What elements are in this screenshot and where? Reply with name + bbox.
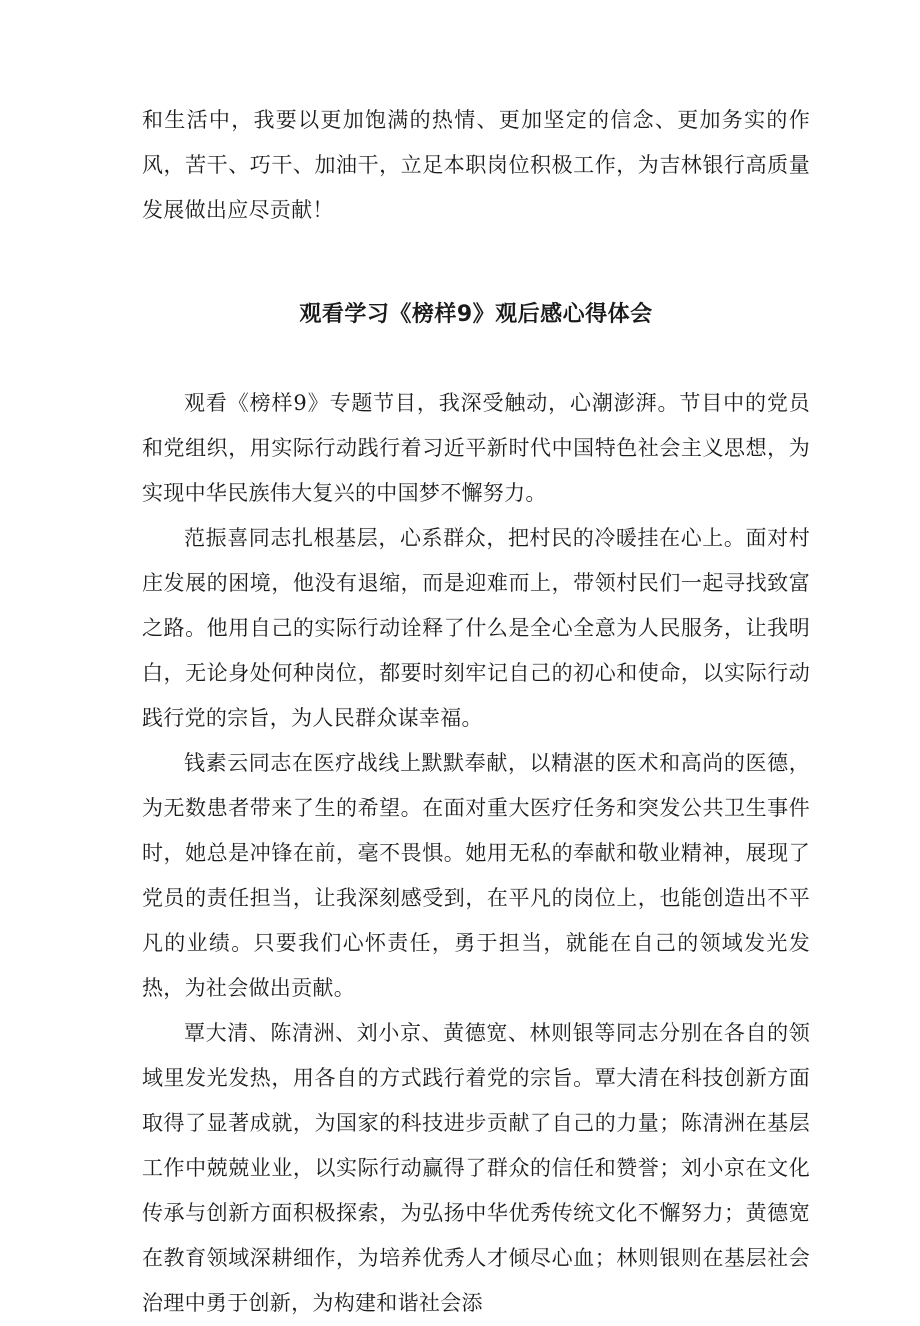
continued-paragraph: 和生活中，我要以更加饱满的热情、更加坚定的信念、更加务实的作风，苦干、巧干、加油干，立足本职岗位积极工作，为吉林银行高质量发展做出应尽贡献！: [142, 108, 810, 222]
body-paragraph-3: 钱素云同志在医疗战线上默默奉献，以精湛的医术和高尚的医德，为无数患者带来了生的希望。在面对重大医疗任务和突发公共卫生事件时，她总是冲锋在前，毫不畏惧。她用无私的奉献和敬业精神，展现了党员的责任担当，让我深刻感受到，在平凡的岗位上，也能创造出不平凡的业绩。只要我们心怀责任，勇于担当，就能在自己的领域发光发热，为社会做出贡献。: [142, 751, 810, 1000]
document-title: 观看学习《榜样9》观后感心得体会: [299, 302, 653, 327]
body-paragraph-4: 覃大清、陈清洲、刘小京、黄德宽、林则银等同志分别在各自的领域里发光发热，用各自的方式践行着党的宗旨。覃大清在科技创新方面取得了显著成就，为国家的科技进步贡献了自己的力量；陈清洲在基层工作中兢兢业业，以实际行动赢得了群众的信任和赞誉；刘小京在文化传承与创新方面积极探索，为弘扬中华优秀传统文化不懈努力；黄德宽在教育领域深耕细作，为培养优秀人才倾尽心血；林则银则在基层社会治理中勇于创新，为构建和谐社会添: [142, 1021, 810, 1315]
body-paragraph-2: 范振喜同志扎根基层，心系群众，把村民的冷暖挂在心上。面对村庄发展的困境，他没有退缩，而是迎难而上，带领村民们一起寻找致富之路。他用自己的实际行动诠释了什么是全心全意为人民服务，让我明白，无论身处何种岗位，都要时刻牢记自己的初心和使命，以实际行动践行党的宗旨，为人民群众谋幸福。: [142, 526, 810, 730]
body-paragraph-1: 观看《榜样9》专题节目，我深受触动，心潮澎湃。节目中的党员和党组织，用实际行动践行着习近平新时代中国特色社会主义思想，为实现中华民族伟大复兴的中国梦不懈努力。: [142, 391, 810, 505]
document-body: [142, 381, 810, 1326]
